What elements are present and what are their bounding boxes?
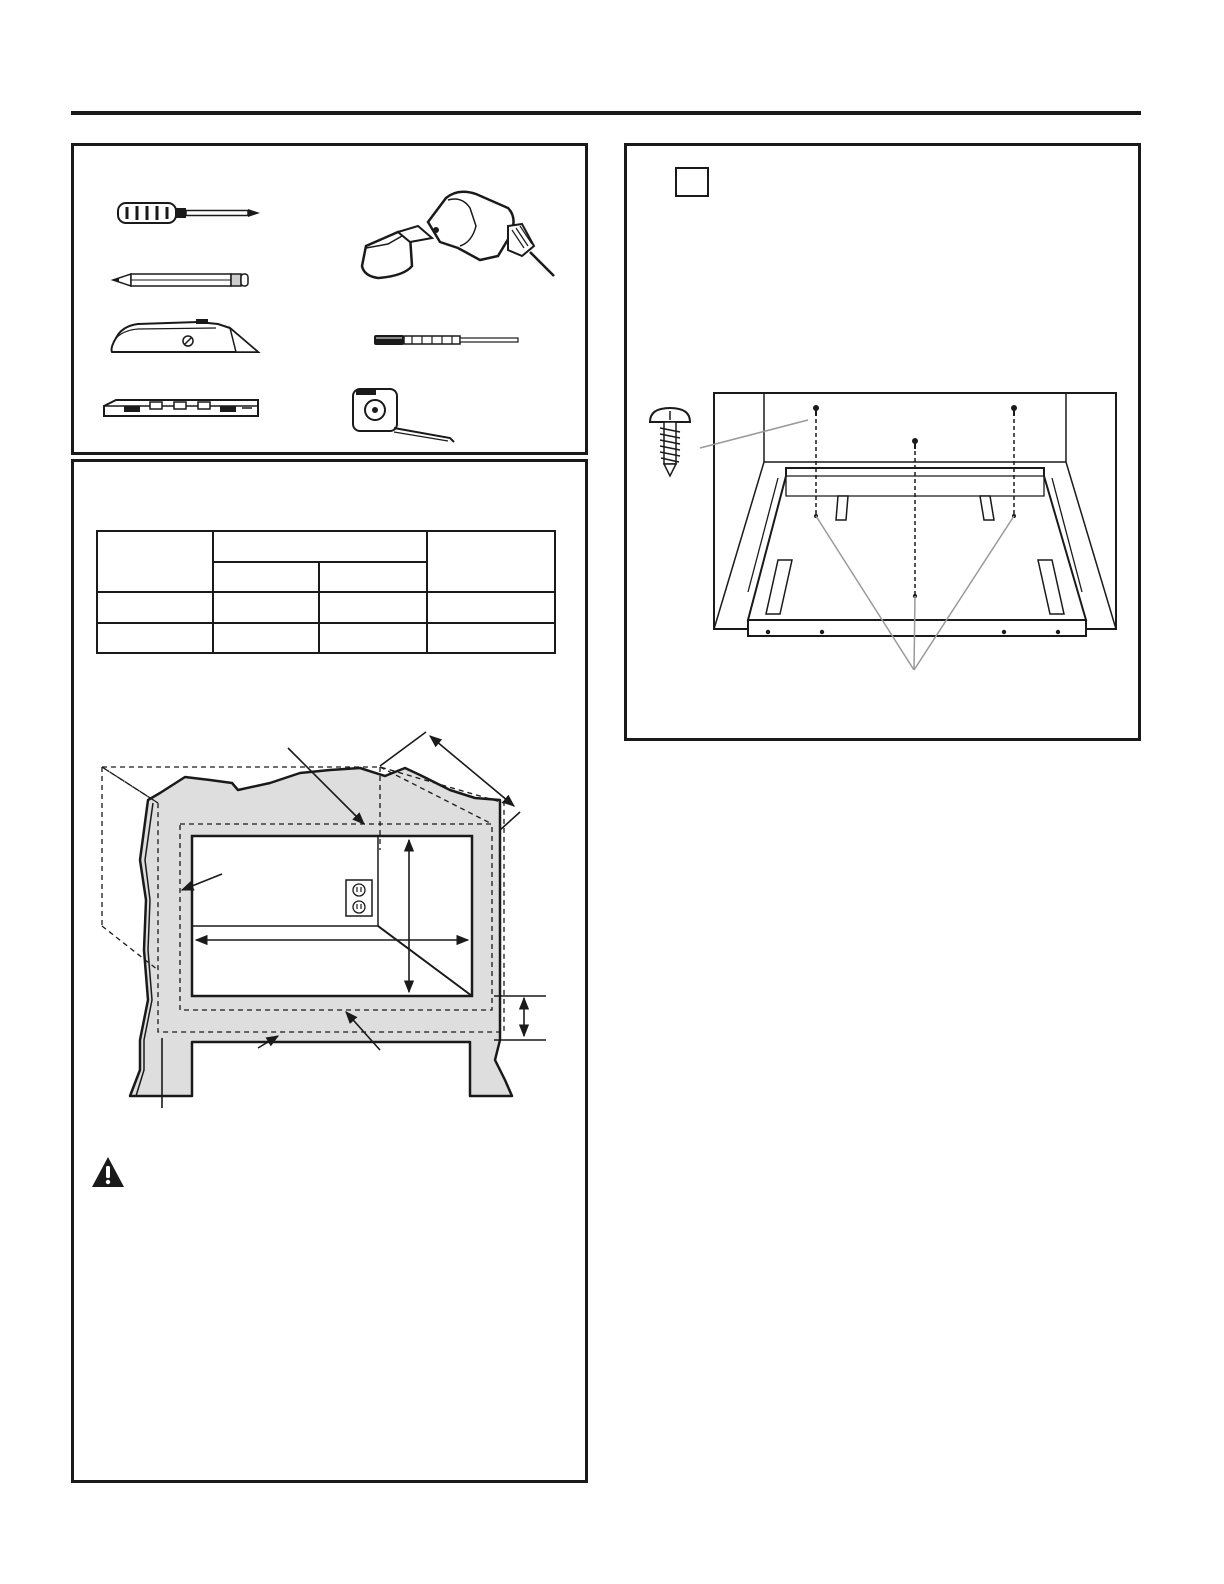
mounting-screw-icon bbox=[650, 408, 690, 476]
